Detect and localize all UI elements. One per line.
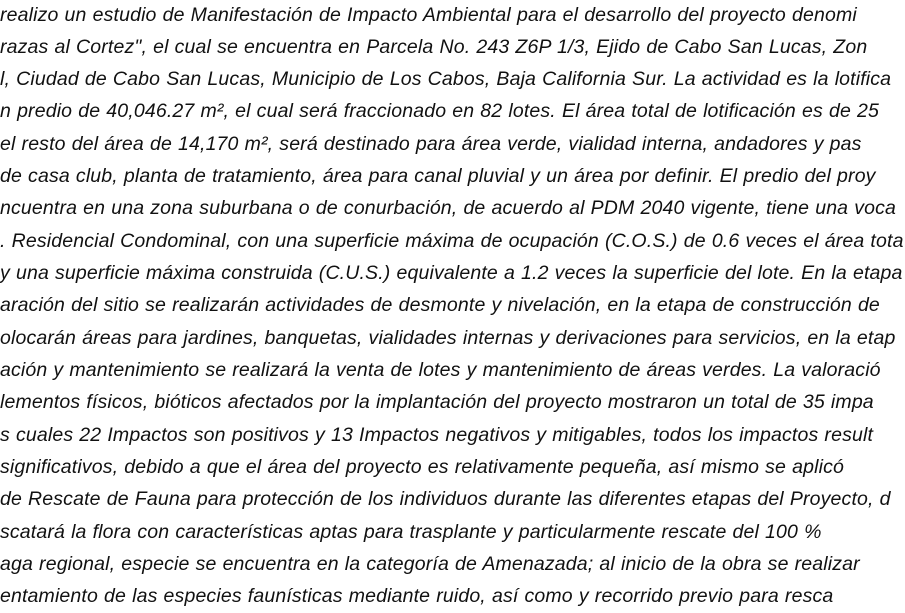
- text-line-8: . Residencial Condominal, con una superficie máxima de ocupación (C.O.S.) de 0.6 veces el área tota: [0, 230, 904, 252]
- text-line-2: razas al Cortez", el cual se encuentra en Parcela No. 243 Z6P 1/3, Ejido de Cabo San Lucas, Zon: [0, 36, 868, 58]
- text-line-5: el resto del área de 14,170 m², será destinado para área verde, vialidad interna, andadores y pas: [0, 133, 862, 155]
- text-line-13: lementos físicos, bióticos afectados por la implantación del proyecto mostraron un total de 35 impa: [0, 391, 874, 413]
- text-line-11: olocarán áreas para jardines, banquetas, vialidades internas y derivaciones para servicios, en la etap: [0, 327, 896, 349]
- text-line-17: scatará la flora con características aptas para trasplante y particularmente rescate del 100 %: [0, 521, 822, 543]
- text-line-4: n predio de 40,046.27 m², el cual será fraccionado en 82 lotes. El área total de lotificación es de 25: [0, 100, 880, 122]
- text-line-12: ación y mantenimiento se realizará la venta de lotes y mantenimiento de áreas verdes. La valoració: [0, 359, 881, 381]
- text-line-1: realizo un estudio de Manifestación de Impacto Ambiental para el desarrollo del proyecto denomi: [0, 4, 857, 26]
- text-line-15: significativos, debido a que el área del proyecto es relativamente pequeña, así mismo se aplicó: [0, 456, 844, 478]
- text-line-3: l, Ciudad de Cabo San Lucas, Municipio de Los Cabos, Baja California Sur. La actividad es la lotifica: [0, 68, 892, 90]
- text-line-18: aga regional, especie se encuentra en la categoría de Amenazada; al inicio de la obra se realizar: [0, 553, 860, 575]
- text-line-9: y una superficie máxima construida (C.U.S.) equivalente a 1.2 veces la superficie del lote. En la etapa: [0, 262, 903, 284]
- text-line-19: entamiento de las especies faunísticas mediante ruido, así como y recorrido previo para resca: [0, 585, 834, 607]
- text-line-10: aración del sitio se realizarán actividades de desmonte y nivelación, en la etapa de construcción de: [0, 294, 880, 316]
- text-line-14: s cuales 22 Impactos son positivos y 13 Impactos negativos y mitigables, todos los impactos result: [0, 424, 874, 446]
- text-line-6: de casa club, planta de tratamiento, área para canal pluvial y un área por definir. El predio del proy: [0, 165, 876, 187]
- text-line-7: ncuentra en una zona suburbana o de conurbación, de acuerdo al PDM 2040 vigente, tiene una voca: [0, 197, 897, 219]
- text-line-16: de Rescate de Fauna para protección de los individuos durante las diferentes etapas del Proyecto, d: [0, 488, 891, 510]
